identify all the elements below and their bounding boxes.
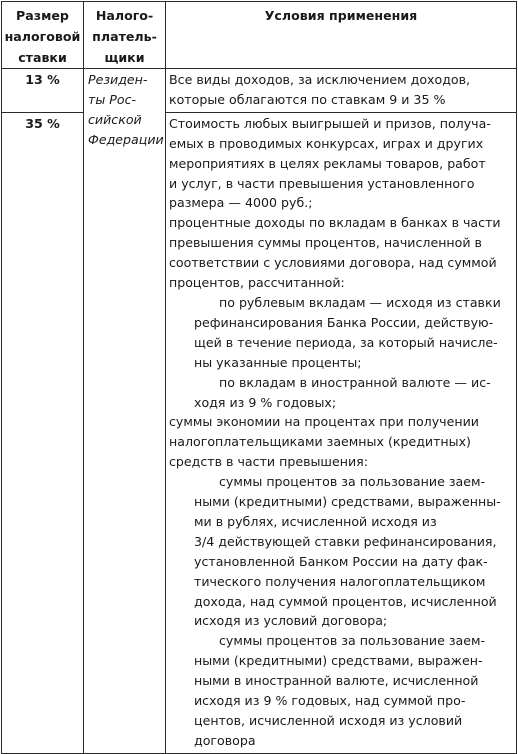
header-payer: [84, 2, 166, 69]
tax-rates-table: [1, 1, 517, 754]
text-line: и услуг, в части превышения установленного: [169, 175, 475, 191]
text-line: установленной Банком России на дату фак-: [194, 553, 488, 569]
text-line: размера — 4000 руб.;: [169, 195, 313, 211]
table-header-row: [2, 2, 517, 69]
text-line: ходя из 9 % годовых;: [194, 394, 337, 410]
text-line: средств в части превышения:: [169, 454, 368, 470]
header-rate: [2, 2, 84, 69]
payer-line: ты Рос-: [88, 92, 137, 107]
header-rate-line: ставки: [18, 50, 67, 65]
text-line: процентов, рассчитанной:: [169, 275, 345, 291]
text-line: дохода, над суммой процентов, исчисленной: [194, 593, 497, 609]
text-line: исходя из условий договора;: [194, 613, 388, 629]
header-rate-line: налоговой: [4, 29, 81, 44]
text-line: 3/4 действующей ставки рефинансирования,: [194, 533, 497, 549]
table-row: [2, 69, 517, 113]
text-line: договора: [194, 732, 256, 748]
conditions-cell: [166, 69, 517, 113]
payer-line: Федерации: [88, 132, 164, 147]
rate-cell: 35 %: [2, 112, 84, 753]
text-line: рефинансирования Банка России, действую-: [194, 314, 494, 330]
text-line: соответствии с условиями договора, над суммой: [169, 255, 497, 271]
text-line: суммы процентов за пользование заем-: [219, 474, 486, 490]
text-line: ными (кредитными) средствами, выраженны-: [194, 494, 501, 510]
header-payer-line: платель-: [92, 29, 157, 44]
text-line: налогоплательщиками заемных (кредитных): [169, 434, 471, 450]
text-line: щей в течение периода, за который начисле-: [194, 334, 498, 350]
text-line: тического получения налогоплательщиком: [194, 573, 486, 589]
header-payer-line: щики: [104, 50, 145, 65]
header-rate-line: Размер: [16, 8, 69, 23]
text-line: по вкладам в иностранной валюте — ис-: [219, 374, 491, 390]
payer-line: сийской: [88, 112, 142, 127]
text-line: центов, исчисленной исходя из условий: [194, 713, 463, 728]
header-payer-line: Налого-: [95, 8, 154, 23]
payer-line: Резиден-: [88, 72, 148, 87]
text-line: суммы экономии на процентах при получении: [169, 414, 479, 430]
text-line: процентные доходы по вкладам в банках в части: [169, 215, 501, 231]
header-conditions-label: Условия применения: [264, 8, 418, 23]
text-line: ны указанные проценты;: [194, 354, 362, 370]
text-line: емых в проводимых конкурсах, играх и других: [169, 135, 484, 151]
payer-cell: [84, 69, 166, 754]
header-conditions: [166, 2, 517, 69]
text-line: ми в рублях, исчисленной исходя из: [194, 513, 437, 529]
conditions-cell: [166, 112, 517, 753]
text-line: ными в иностранной валюте, исчисленной: [194, 673, 479, 689]
text-line: превышения суммы процентов, начисленной в: [169, 235, 482, 251]
table-row: [2, 112, 517, 753]
rate-cell: 13 %: [2, 69, 84, 113]
text-line: которые облагаются по ставкам 9 и 35 %: [169, 91, 446, 107]
text-line: Стоимость любых выигрышей и призов, получа-: [169, 115, 491, 131]
text-line: Все виды доходов, за исключением доходов,: [169, 72, 471, 87]
text-line: исходя из 9 % годовых, над суммой про-: [194, 693, 466, 709]
text-line: мероприятиях в целях рекламы товаров, работ: [169, 155, 486, 171]
text-line: ными (кредитными) средствами, выражен-: [194, 653, 483, 669]
text-line: суммы процентов за пользование заем-: [219, 633, 486, 649]
text-line: по рублевым вкладам — исходя из ставки: [219, 294, 501, 310]
